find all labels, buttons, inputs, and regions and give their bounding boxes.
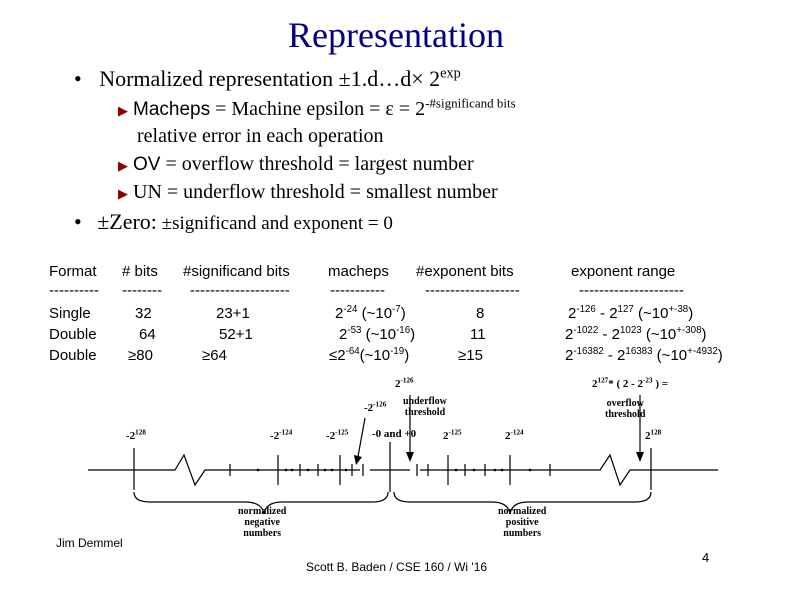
underflow-label: UN (133, 181, 162, 203)
bullet-normalized-text: Normalized representation ±1.d…d× 2 (99, 66, 441, 91)
course-footer: Scott B. Baden / CSE 160 / Wi '16 (306, 560, 488, 574)
table-row-sig: ≥64 (202, 347, 227, 364)
dash-bits: -------- (122, 282, 162, 299)
dash-range: --------------------- (579, 282, 684, 299)
neg-underflow-value: $-2^{-126}$ (364, 400, 387, 414)
dash-sig: -------------------- (190, 282, 290, 299)
col-header-macheps: macheps (328, 263, 389, 280)
tick-label: $2^{128}$ (645, 428, 662, 442)
col-header-range: exponent range (571, 263, 676, 280)
bullet-normalized-sup: exp (440, 65, 461, 82)
table-row-expbits: ≥15 (458, 347, 483, 364)
dash-expbits: ------------------- (425, 282, 520, 299)
underflow-threshold-label: underflow threshold (403, 396, 447, 418)
table-row-expbits: 8 (476, 305, 485, 322)
tick-label: -0 and +0 (372, 428, 417, 440)
table-row-expbits: 11 (470, 326, 486, 343)
page-number: 4 (702, 550, 710, 565)
table-row-format: Single (49, 305, 91, 322)
table-row-macheps: $2^{-24}$ $(\sim 10^{-7})$ (335, 304, 406, 322)
tick-label: $-2^{-125}$ (326, 428, 349, 442)
table-row-format: Double (49, 347, 97, 364)
table-row-range: $2^{-1022} - 2^{1023}$ $(\sim 10^{+-308})$ (565, 325, 707, 343)
bullet-dot: • (74, 66, 82, 91)
page-title: Representation (288, 15, 504, 55)
normalized-positive-label: normalized positive numbers (498, 506, 547, 539)
dash-format: ---------- (49, 282, 99, 299)
table-row-range: $2^{-126} - 2^{127}$ $(\sim 10^{+-38})$ (568, 304, 694, 322)
table-row-sig: 23+1 (216, 305, 250, 322)
col-header-bits: # bits (122, 263, 158, 280)
tick-label: $-2^{-124}$ (270, 428, 293, 442)
overflow-text: = overflow threshold = largest number (160, 153, 474, 175)
bullet-dot: • (74, 209, 82, 234)
zero-text: ±significand and exponent = 0 (156, 213, 393, 234)
table-row-range: $2^{-16382} - 2^{16383}$ $(\sim 10^{+-4932})$ (565, 346, 723, 364)
triangle-bullet-icon: ▶ (118, 103, 128, 118)
tick-label: $2^{-124}$ (505, 428, 524, 442)
triangle-bullet-icon: ▶ (118, 186, 128, 201)
tick-label: $2^{-125}$ (443, 428, 462, 442)
underflow-value: $2^{-126}$ (395, 376, 414, 390)
normalized-negative-label: normalized negative numbers (238, 506, 287, 539)
table-row-bits: ≥80 (128, 347, 153, 364)
zero-label: ±Zero: (97, 209, 157, 234)
macheps-text: = Machine epsilon = ε = 2 (210, 98, 426, 120)
table-row-macheps: $\le 2^{-64}(\sim 10^{-19})$ (329, 346, 410, 364)
credit-text: Jim Demmel (56, 536, 123, 550)
col-header-sig: #significand bits (183, 263, 290, 280)
table-row-sig: 52+1 (219, 326, 253, 343)
dash-macheps: ----------- (330, 282, 385, 299)
table-row-bits: 32 (135, 305, 152, 322)
table-row-macheps: $2^{-53}$ $(\sim 10^{-16})$ (339, 325, 416, 343)
underflow-text: = underflow threshold = smallest number (161, 181, 498, 203)
overflow-threshold-label: overflow threshold (605, 398, 646, 420)
overflow-value: $2^{127}*$ ( $2 - 2^{-23}$ ) = (592, 376, 669, 390)
axis-line (88, 455, 360, 485)
triangle-bullet-icon: ▶ (118, 158, 128, 173)
macheps-line2: relative error in each operation (137, 125, 384, 147)
col-header-format: Format (49, 263, 97, 280)
col-header-expbits: #exponent bits (416, 263, 514, 280)
table-row-format: Double (49, 326, 97, 343)
tick-label: $-2^{128}$ (126, 428, 146, 442)
overflow-label: OV (133, 154, 161, 175)
macheps-label: Macheps (133, 99, 211, 120)
table-row-bits: 64 (139, 326, 156, 343)
macheps-sup: -#significand bits (425, 95, 516, 111)
